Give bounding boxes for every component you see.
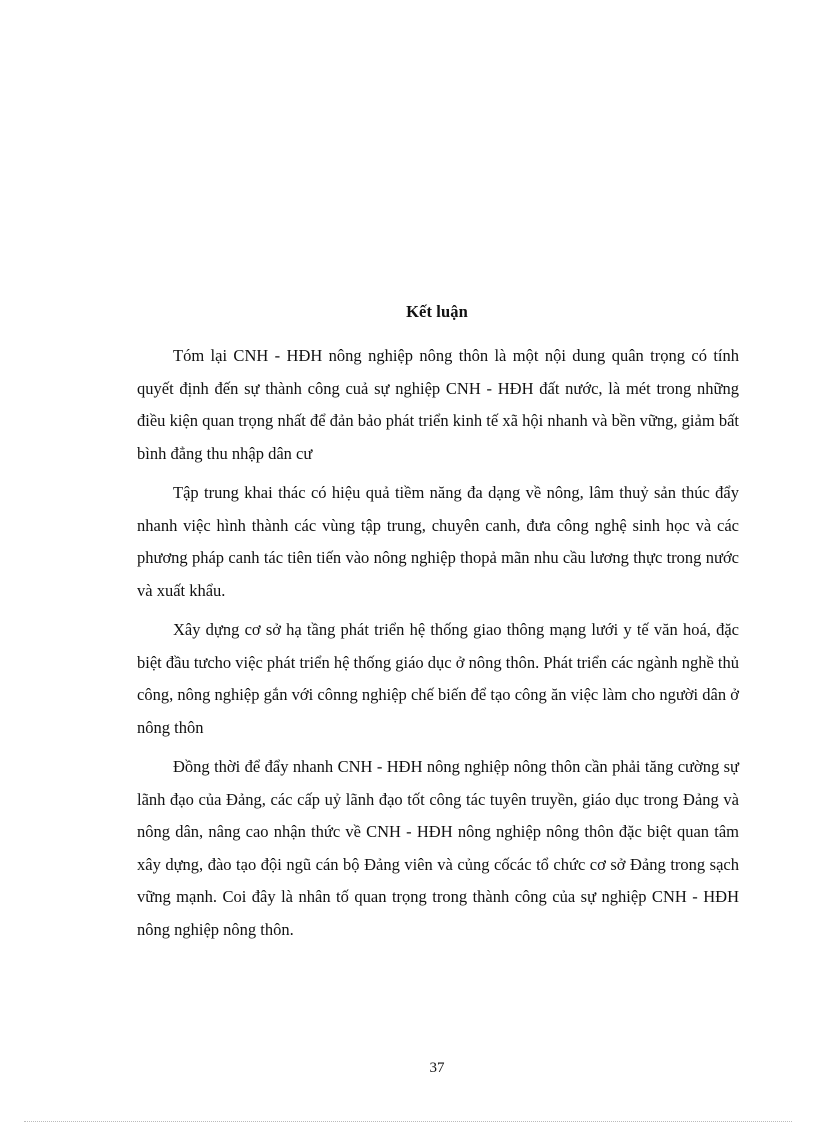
body-text xyxy=(137,340,739,946)
section-title: Kết luận xyxy=(406,302,468,321)
page-number: 37 xyxy=(429,1060,445,1076)
paragraph-2: Tập trung khai thác có hiệu quả tiềm năng đa dạng về nông, lâm thuỷ sản thúc đẩy nhanh việc hình thành các vùng tập trung, chuyên canh, đưa công nghệ sinh học và các phương pháp canh tác tiên tiến vào nông nghiệp thopả mãn nhu cầu lương thực trong nước và xuất khẩu. xyxy=(137,483,739,600)
paragraph-1: Tóm lại CNH - HĐH nông nghiệp nông thôn là một nội dung quân trọng có tính quyết định đến sự thành công cuả sự nghiệp CNH - HĐH đất nước, là mét trong những điều kiện quan trọng nhất để đản bảo phát triển kinh tế xã hội nhanh và bền vững, giảm bất bình đẳng thu nhập dân cư xyxy=(137,346,739,463)
paragraph-3: Xây dựng cơ sở hạ tầng phát triển hệ thống giao thông mạng lưới y tế văn hoá, đặc biệt đầu tưcho việc phát triển hệ thống giáo dục ở nông thôn. Phát triển các ngành nghề thủ công, nông nghiệp gắn với cônng nghiệp chế biến để tạo công ăn việc làm cho người dân ở nông thôn xyxy=(137,620,739,737)
paragraph-4: Đồng thời để đẩy nhanh CNH - HĐH nông nghiệp nông thôn cần phải tăng cường sự lãnh đạo của Đảng, các cấp uỷ lãnh đạo tốt công tác tuyên truyền, giáo dục trong Đảng và nông dân, nâng cao nhận thức về CNH - HĐH nông nghiệp nông thôn đặc biệt quan tâm xây dựng, đào tạo đội ngũ cán bộ Đảng viên và củng cốcác tổ chức cơ sở Đảng trong sạch vững mạnh. Coi đây là nhân tố quan trọng trong thành công của sự nghiệp CNH - HĐH nông nghiệp nông thôn. xyxy=(137,757,739,939)
footer-divider xyxy=(24,1121,792,1122)
